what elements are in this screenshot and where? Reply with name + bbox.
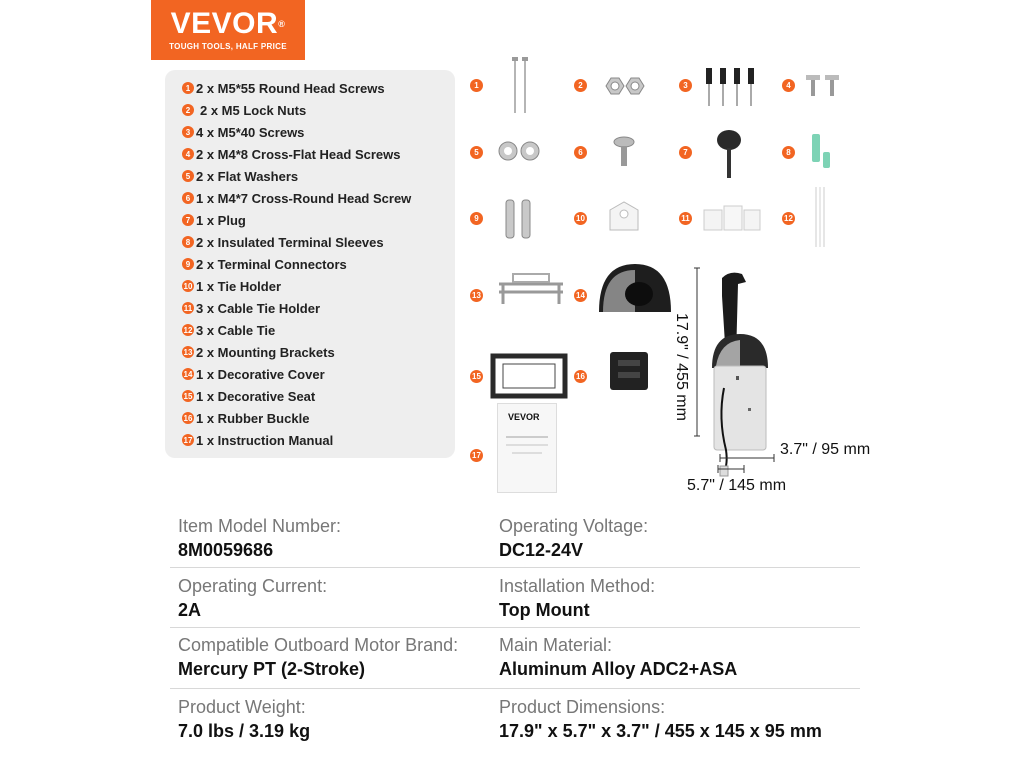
part-item-3: [185, 122, 305, 142]
cross-round-head-screw-image: [612, 136, 636, 170]
flat-washers-image: [496, 139, 542, 163]
part-label: 2 x Flat Washers: [196, 168, 299, 184]
part-number-badge: 8: [182, 236, 194, 248]
part-number-badge: 1: [182, 82, 194, 94]
part-item-7: [185, 210, 246, 230]
part-item-12: [183, 320, 276, 340]
pic-badge-10: 10: [574, 212, 587, 225]
rubber-buckle-image: [606, 348, 652, 394]
vevor-logo: [151, 0, 305, 60]
pic-badge-14: 14: [574, 289, 587, 302]
part-item-13: [183, 342, 335, 362]
part-item-15: [183, 386, 316, 406]
pic-badge-5: 5: [470, 146, 483, 159]
manual-brand: VEVOR: [508, 412, 540, 422]
spec-value-product-weight: 7.0 lbs / 3.19 kg: [178, 721, 311, 741]
pic-badge-4: 4: [782, 79, 795, 92]
pic-badge-2: 2: [574, 79, 587, 92]
remote-control-box-image: [700, 268, 780, 480]
decorative-seat-image: [487, 350, 571, 402]
part-item-2: [185, 100, 307, 120]
part-label: 1 x Decorative Cover: [196, 366, 325, 382]
part-item-8: [185, 232, 384, 252]
part-item-17: [183, 430, 334, 450]
pic-badge-1: 1: [470, 79, 483, 92]
part-number-badge: 6: [182, 192, 194, 204]
round-head-screws-image: [500, 55, 540, 115]
part-number-badge: 9: [182, 258, 194, 270]
part-number-badge: 11: [183, 303, 193, 313]
height-dimension-line: [694, 266, 700, 438]
pic-badge-12: 12: [782, 212, 795, 225]
part-label: 2 x Insulated Terminal Sleeves: [196, 234, 384, 250]
part-item-16: [183, 408, 310, 428]
insulated-terminal-sleeves-image: [809, 132, 835, 172]
spec-divider: [170, 688, 860, 689]
logo-tagline: TOUGH TOOLS, HALF PRICE: [169, 42, 287, 51]
part-number-badge: 10: [183, 281, 193, 291]
cross-flat-head-screws-image: [803, 73, 843, 99]
part-number-badge: 4: [182, 148, 194, 160]
spec-divider: [170, 627, 860, 628]
spec-value-model-number: 8M0059686: [178, 540, 274, 560]
lock-nuts-image: [603, 74, 647, 98]
part-label: 1 x Decorative Seat: [196, 388, 316, 404]
m5-screws-image: [702, 66, 766, 108]
width-dimension-line: [716, 464, 746, 474]
spec-value-installation-method: Top Mount: [499, 600, 590, 620]
spec-value-main-material: Aluminum Alloy ADC2+ASA: [499, 659, 738, 679]
part-label: 2 x M4*8 Cross-Flat Head Screws: [196, 146, 401, 162]
part-item-14: [183, 364, 325, 384]
part-label: 2 x M5 Lock Nuts: [200, 102, 307, 118]
spec-value-operating-current: 2A: [178, 600, 202, 620]
part-label: 2 x Mounting Brackets: [196, 344, 335, 360]
part-number-badge: 14: [183, 369, 193, 379]
pic-badge-13: 13: [470, 289, 483, 302]
pic-badge-9: 9: [470, 212, 483, 225]
part-label: 2 x Terminal Connectors: [196, 256, 347, 272]
pic-badge-8: 8: [782, 146, 795, 159]
pic-badge-3: 3: [679, 79, 692, 92]
part-number-badge: 2: [182, 104, 194, 116]
part-label: 1 x Rubber Buckle: [196, 410, 310, 426]
part-label: 1 x M4*7 Cross-Round Head Screw: [196, 190, 412, 206]
part-number-badge: 5: [182, 170, 194, 182]
pic-badge-6: 6: [574, 146, 587, 159]
spec-divider: [170, 567, 860, 568]
part-number-badge: 12: [183, 325, 193, 335]
spec-label-operating-current: Operating Current:: [178, 576, 328, 596]
terminal-connectors-image: [500, 198, 540, 240]
spec-value-product-dimensions: 17.9" x 5.7" x 3.7" / 455 x 145 x 95 mm: [499, 721, 822, 741]
tie-holder-image: [606, 200, 642, 234]
part-item-9: [185, 254, 347, 274]
part-label: 2 x M5*55 Round Head Screws: [196, 80, 385, 96]
part-number-badge: 13: [183, 347, 193, 357]
depth-dimension-label: 3.7" / 95 mm: [780, 441, 871, 458]
plug-image: [715, 128, 743, 180]
cable-tie-image: [812, 185, 828, 250]
part-item-11: [183, 298, 321, 318]
registered-mark: ®: [278, 19, 286, 29]
spec-label-operating-voltage: Operating Voltage:: [499, 516, 649, 536]
spec-value-operating-voltage: DC12-24V: [499, 540, 584, 560]
instruction-manual-image: [497, 403, 557, 493]
mounting-brackets-image: [493, 270, 569, 312]
part-number-badge: 17: [183, 435, 193, 445]
depth-dimension-line: [718, 452, 776, 464]
part-number-badge: 3: [182, 126, 194, 138]
spec-label-main-material: Main Material:: [499, 635, 613, 655]
spec-label-product-weight: Product Weight:: [178, 697, 306, 717]
part-label: 1 x Tie Holder: [196, 278, 282, 294]
part-item-6: [185, 188, 412, 208]
part-label: 1 x Plug: [196, 212, 246, 228]
part-label: 1 x Instruction Manual: [196, 432, 334, 448]
pic-badge-7: 7: [679, 146, 692, 159]
part-item-10: [183, 276, 282, 296]
decorative-cover-image: [595, 260, 675, 316]
height-dimension-label: 17.9" / 455 mm: [673, 313, 690, 421]
pic-badge-16: 16: [574, 370, 587, 383]
cable-tie-holder-image: [700, 204, 764, 234]
part-label: 3 x Cable Tie: [196, 322, 276, 338]
part-number-badge: 15: [183, 391, 193, 401]
spec-label-installation-method: Installation Method:: [499, 576, 656, 596]
part-item-4: [185, 144, 401, 164]
part-item-5: [185, 166, 299, 186]
logo-brand: VEVOR®: [170, 7, 286, 40]
part-number-badge: 7: [182, 214, 194, 226]
pic-badge-11: 11: [679, 212, 692, 225]
part-label: 3 x Cable Tie Holder: [196, 300, 321, 316]
spec-value-compatible-brand: Mercury PT (2-Stroke): [178, 659, 366, 679]
spec-label-model-number: Item Model Number:: [178, 516, 342, 536]
part-number-badge: 16: [183, 413, 193, 423]
part-item-1: [185, 78, 385, 98]
pic-badge-17: 17: [470, 449, 483, 462]
spec-label-compatible-brand: Compatible Outboard Motor Brand:: [178, 635, 459, 655]
pic-badge-15: 15: [470, 370, 483, 383]
spec-label-product-dimensions: Product Dimensions:: [499, 697, 666, 717]
part-label: 4 x M5*40 Screws: [196, 124, 305, 140]
width-dimension-label: 5.7" / 145 mm: [687, 477, 787, 494]
